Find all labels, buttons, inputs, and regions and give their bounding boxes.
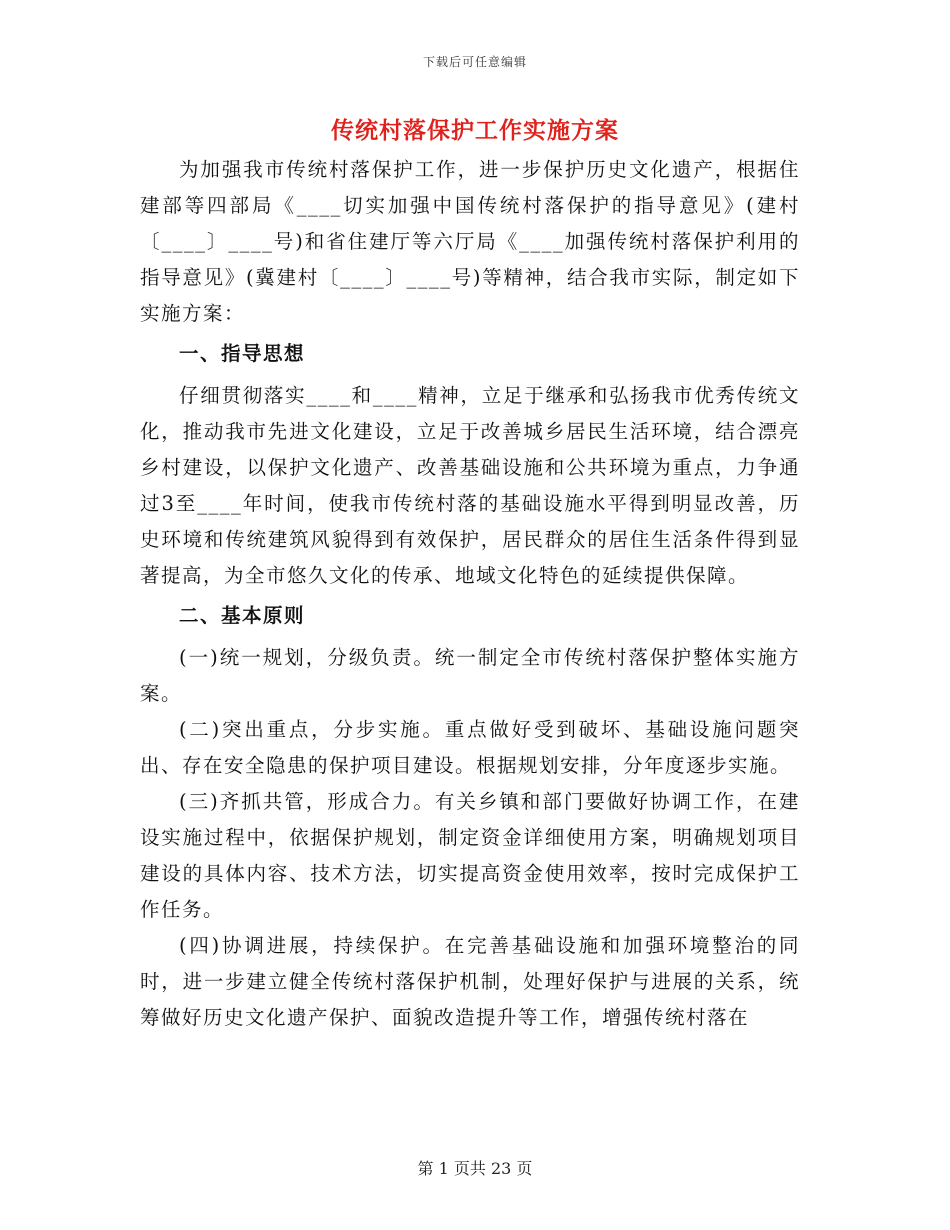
section-heading-basic-principles: 二、基本原则 [179, 604, 306, 627]
principle-paragraph-3: (三)齐抓共管，形成合力。有关乡镇和部门要做好协调工作，在建设实施过程中，依据保护规划，制定资金详细使用方案，明确规划项目建设的具体内容、技术方法，切实提高资金使用效率，按时完成保护工作任务。 [140, 790, 800, 921]
principle-paragraph-4: (四)协调进展，持续保护。在完善基础设施和加强环境整治的同时，进一步建立健全传统村落保护机制，处理好保护与进展的关系，统筹做好历史文化遗产保护、面貌改造提升等工作，增强传统村落在 [140, 934, 800, 1029]
page-footer: 第 1 页共 23 页 [417, 1159, 533, 1178]
header-note: 下载后可任意编辑 [422, 55, 527, 69]
section-heading-guiding-ideology: 一、指导思想 [179, 342, 306, 365]
principle-paragraph-2: (二)突出重点，分步实施。重点做好受到破坏、基础设施问题突出、存在安全隐患的保护项目建设。根据规划安排，分年度逐步实施。 [140, 718, 800, 777]
guiding-ideology-paragraph: 仔细贯彻落实____和____精神，立足于继承和弘扬我市优秀传统文化，推动我市先进文化建设，立足于改善城乡居民生活环境，结合漂亮乡村建设，以保护文化遗产、改善基础设施和公共环境为重点，力争通过3至____年时间，使我市传统村落的基础设施水平得到明显改善，历史环境和传统建筑风貌得到有效保护，居民群众的居住生活条件得到显著提高，为全市悠久文化的传承、地域文化特色的延续提供保障。 [140, 384, 800, 587]
document-body [140, 152, 800, 1036]
document-title: 传统村落保护工作实施方案 [331, 117, 619, 144]
intro-paragraph: 为加强我市传统村落保护工作，进一步保护历史文化遗产，根据住建部等四部局《____切实加强中国传统村落保护的指导意见》(建村〔____〕____号)和省住建厅等六厅局《____加强传统村落保护利用的指导意见》(冀建村〔____〕____号)等精神，结合我市实际，制定如下实施方案： [140, 158, 800, 325]
principle-paragraph-1: (一)统一规划，分级负责。统一制定全市传统村落保护整体实施方案。 [140, 646, 800, 705]
